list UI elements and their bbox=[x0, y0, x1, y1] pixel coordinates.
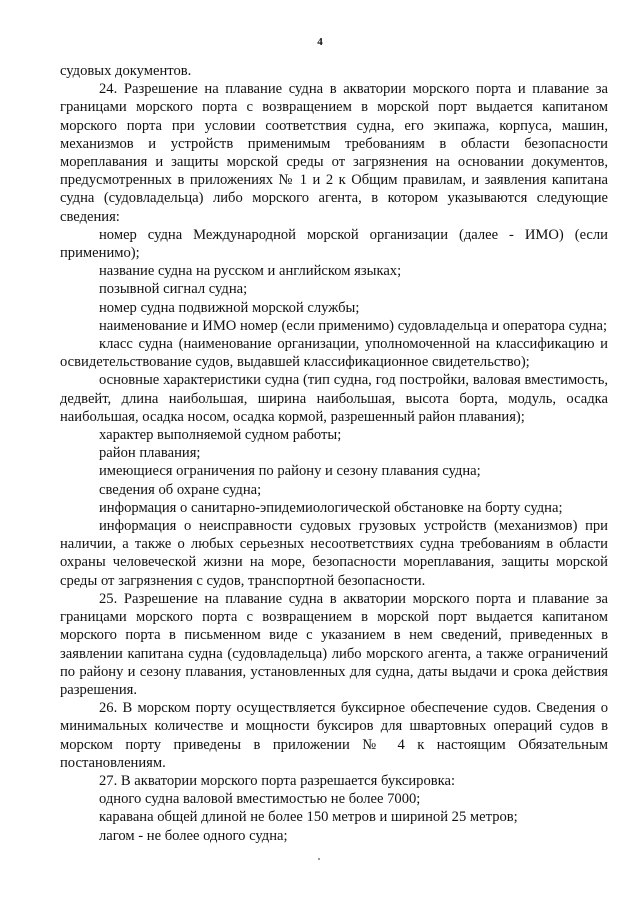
paragraph: имеющиеся ограничения по району и сезону плавания судна; bbox=[99, 463, 481, 480]
paragraph: позывной сигнал судна; bbox=[99, 281, 248, 298]
paragraph: сведения об охране судна; bbox=[99, 481, 262, 498]
paragraph: информация о санитарно-эпидемиологической обстановке на борту судна; bbox=[99, 499, 563, 516]
paragraph: судовых документов. bbox=[60, 63, 192, 79]
paragraph: 25. Разрешение на плавание судна в акватории морского порта и плавание за границами морского порта с возвращением в морской порт выдается капитаном морского порта в письменном виде с указанием в нем сведений, приведенных в заявлении капитана судна (судовладельца) либо морского агента, а также ограничений по району и сезону плавания, установленных для судна, даты выдачи и срока действия разрешения. bbox=[60, 590, 608, 698]
paragraph: лагом - не более одного судна; bbox=[99, 827, 288, 844]
paragraph: номер судна Международной морской организации (далее - ИМО) (если применимо); bbox=[60, 226, 608, 262]
paragraph: 24. Разрешение на плавание судна в акватории морского порта и плавание за границами морского порта с возвращением в морской порт выдается капитаном морского порта при условии соответствия судна, его экипажа, корпуса, машин, механизмов и устройств применимым требованиям в области безопасности мореплавания и защиты морской среды от загрязнения на основании документов, предусмотренных в приложениях № 1 и 2 к Общим правилам, и заявления капитана судна (судовладельца) либо морского агента, в котором указываются следующие сведения: bbox=[60, 81, 608, 225]
paragraph: класс судна (наименование организации, уполномоченной на классификацию и освидетельствование судов, выдавшей классификационное свидетельство); bbox=[60, 336, 608, 371]
paragraph: 26. В морском порту осуществляется буксирное обеспечение судов. Сведения о минимальных количестве и мощности буксиров для швартовных операций судов в морском порту приведены в приложении № 4 к настоящим Обязательным постановлениям. bbox=[60, 700, 608, 771]
document-body bbox=[60, 62, 608, 845]
paragraph: название судна на русском и английском языках; bbox=[99, 263, 402, 280]
paragraph: одного судна валовой вместимостью не более 7000; bbox=[99, 791, 421, 808]
paragraph: информация о неисправности судовых грузовых устройств (механизмов) при наличии, а также о любых серьезных несоответствиях судна требованиям в области охраны человеческой жизни на море, безопасности мореплавания, защиты морской среды от загрязнения с судов, транспортной безопасности. bbox=[60, 518, 608, 589]
paragraph: характер выполняемой судном работы; bbox=[99, 427, 342, 444]
paragraph: основные характеристики судна (тип судна, год постройки, валовая вместимость, дедвейт, длина наибольшая, ширина наибольшая, высота борта, модуль, осадка наибольшая, осадка носом, осадка кормой, разрешенный район плавания); bbox=[60, 372, 608, 425]
paragraph: район плавания; bbox=[99, 445, 201, 462]
paragraph: наименование и ИМО номер (если применимо) судовладельца и оператора судна; bbox=[99, 317, 608, 334]
paragraph: номер судна подвижной морской службы; bbox=[99, 299, 360, 316]
paragraph: 27. В акватории морского порта разрешается буксировка: bbox=[99, 772, 456, 789]
paragraph: каравана общей длиной не более 150 метров и шириной 25 метров; bbox=[99, 809, 518, 826]
page-number: 4 bbox=[317, 36, 323, 48]
scan-speck bbox=[318, 858, 320, 860]
